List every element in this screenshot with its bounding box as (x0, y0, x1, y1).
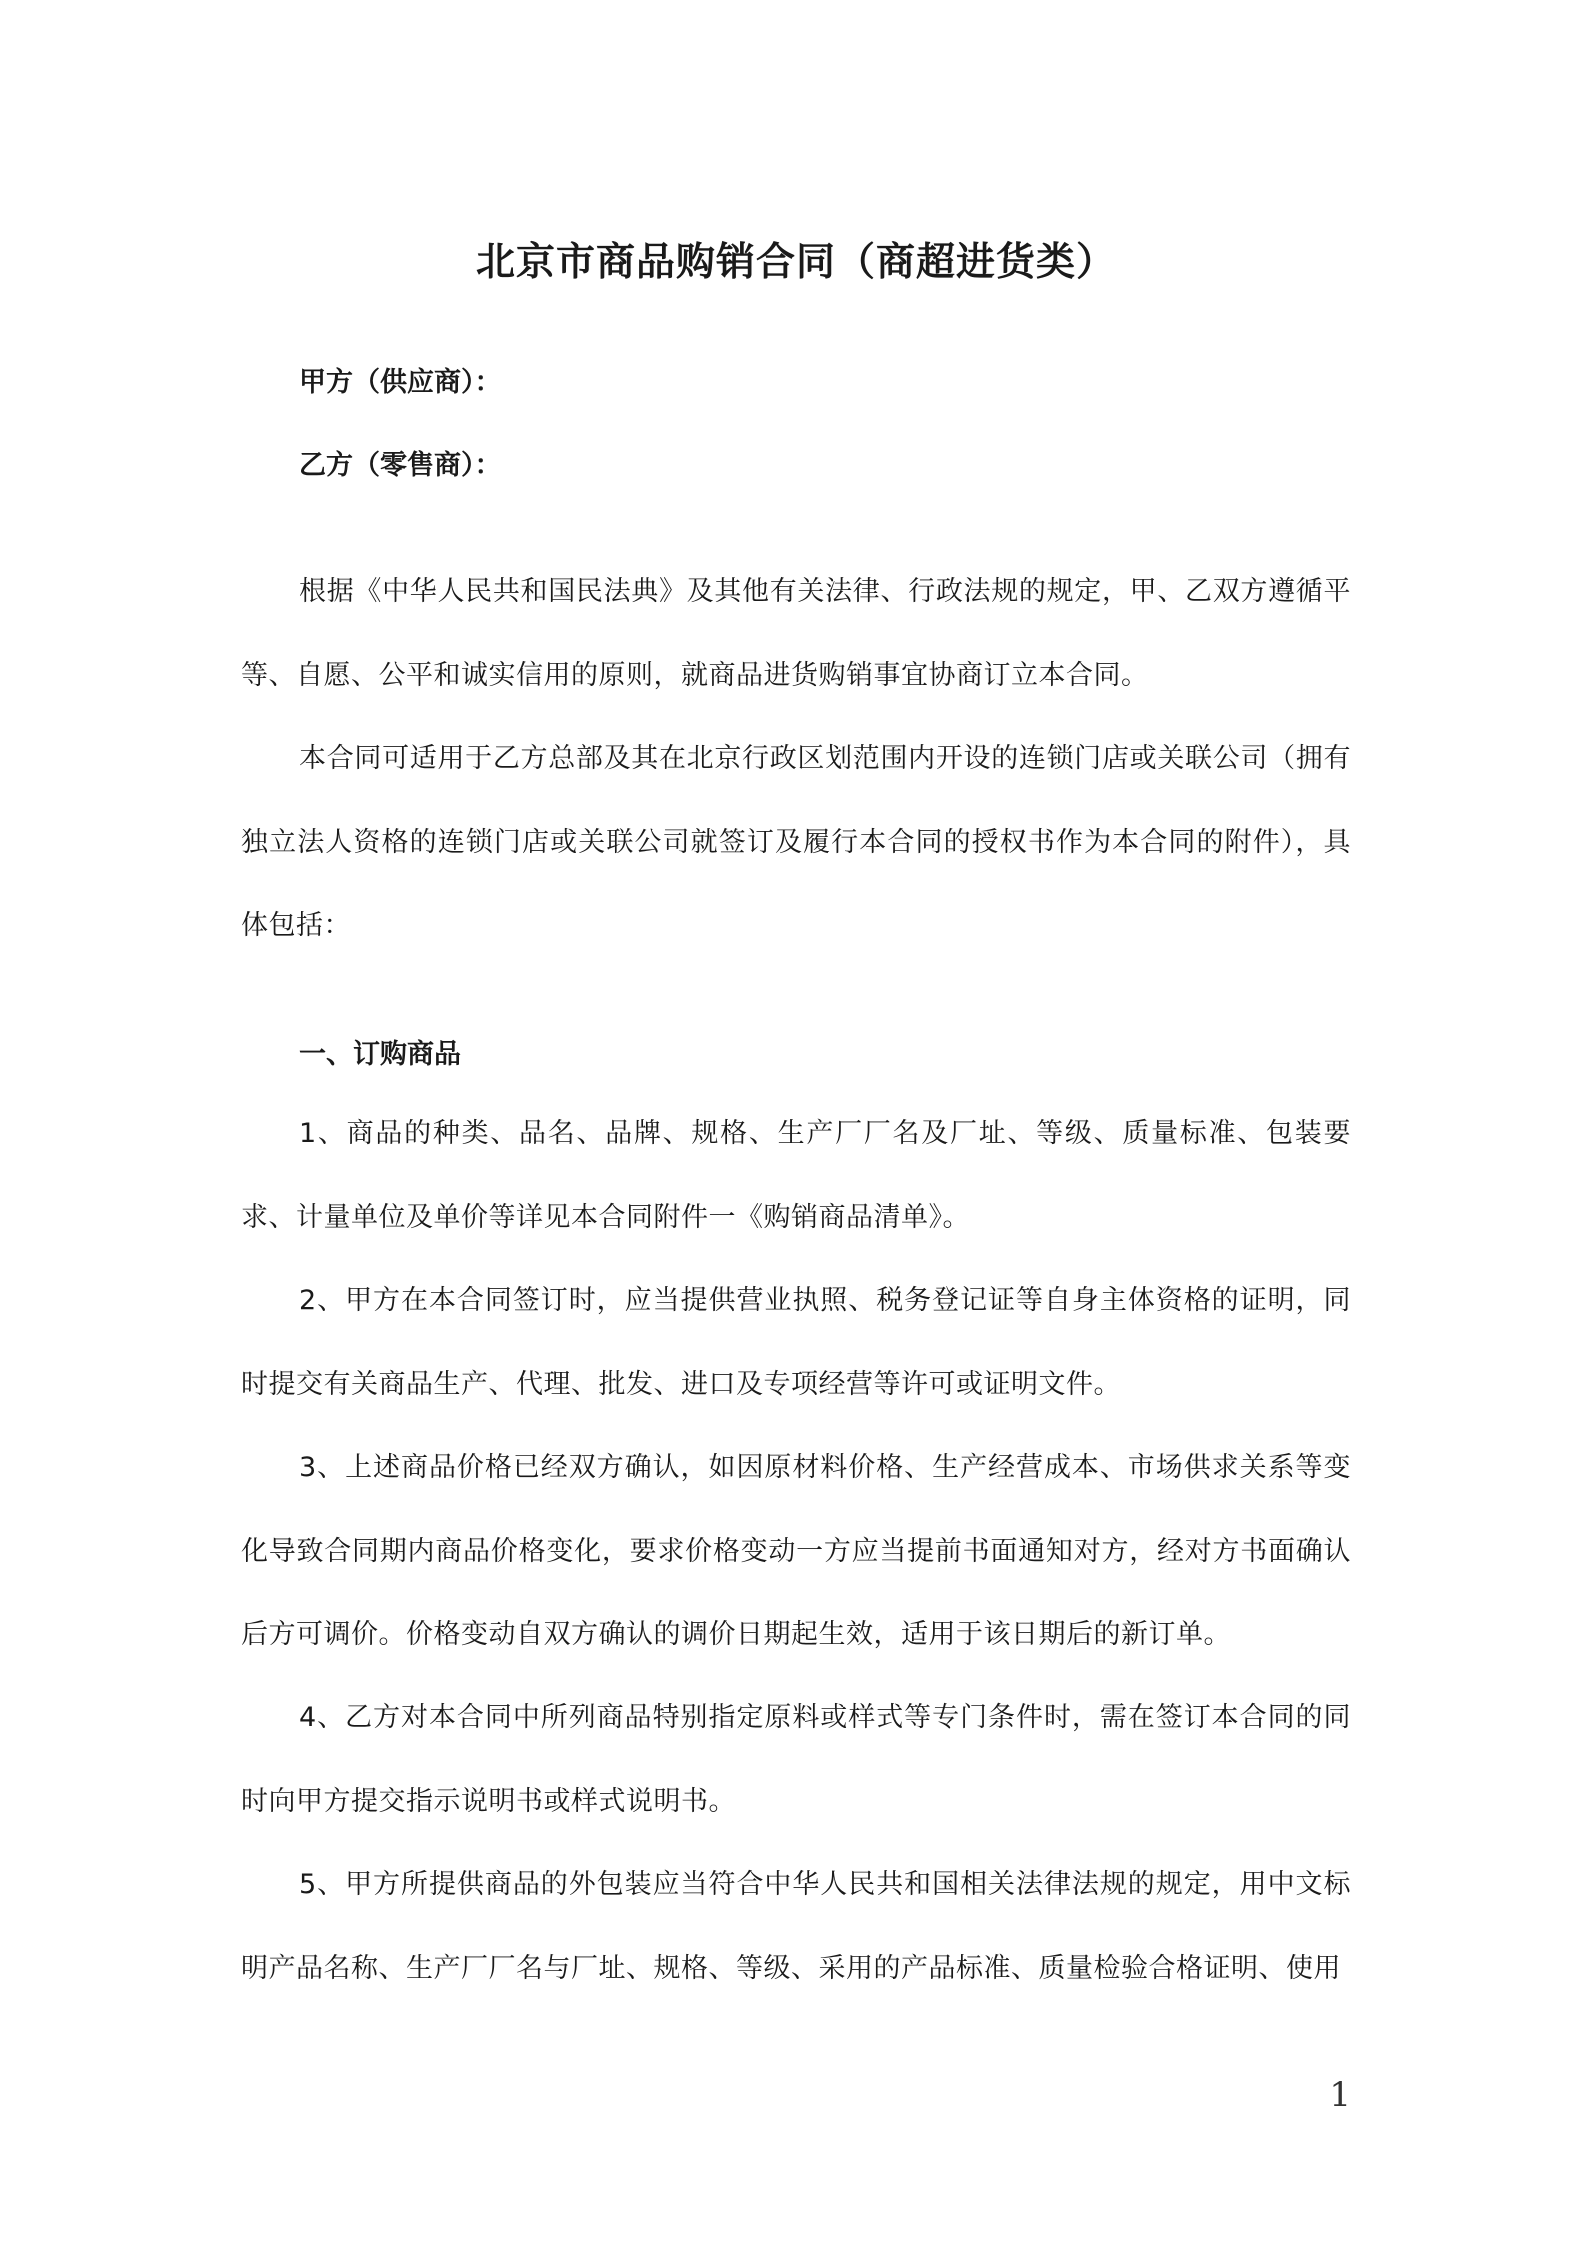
clause-1-3: 3、上述商品价格已经双方确认，如因原材料价格、生产经营成本、市场供求关系等变化导致合同期内商品价格变化，要求价格变动一方应当提前书面通知对方，经对方书面确认后方可调价。价格变动自双方确认的调价日期起生效，适用于该日期后的新订单。 (241, 1452, 1351, 1650)
document-title: 北京市商品购销合同（商超进货类） (475, 240, 1116, 285)
page-number: 1 (1329, 2075, 1351, 2115)
clause-1-1: 1、商品的种类、品名、品牌、规格、生产厂厂名及厂址、等级、质量标准、包装要求、计量单位及单价等详见本合同附件一《购销商品清单》。 (241, 1118, 1351, 1233)
intro-paragraph-1: 根据《中华人民共和国民法典》及其他有关法律、行政法规的规定，甲、乙双方遵循平等、自愿、公平和诚实信用的原则，就商品进货购销事宜协商订立本合同。 (241, 576, 1351, 691)
intro-paragraph-2: 本合同可适用于乙方总部及其在北京行政区划范围内开设的连锁门店或关联公司（拥有独立法人资格的连锁门店或关联公司就签订及履行本合同的授权书作为本合同的附件），具体包括： (241, 743, 1351, 941)
party-a-label: 甲方（供应商）： (299, 367, 502, 398)
section-heading-1: 一、订购商品 (299, 1039, 461, 1070)
clause-1-4: 4、乙方对本合同中所列商品特别指定原料或样式等专门条件时，需在签订本合同的同时向甲方提交指示说明书或样式说明书。 (241, 1702, 1351, 1817)
party-b-label: 乙方（零售商）： (299, 450, 502, 481)
clause-1-5: 5、甲方所提供商品的外包装应当符合中华人民共和国相关法律法规的规定，用中文标明产品名称、生产厂厂名与厂址、规格、等级、采用的产品标准、质量检验合格证明、使用 (241, 1869, 1351, 1984)
clause-1-2: 2、甲方在本合同签订时，应当提供营业执照、税务登记证等自身主体资格的证明，同时提交有关商品生产、代理、批发、进口及专项经营等许可或证明文件。 (241, 1285, 1351, 1400)
